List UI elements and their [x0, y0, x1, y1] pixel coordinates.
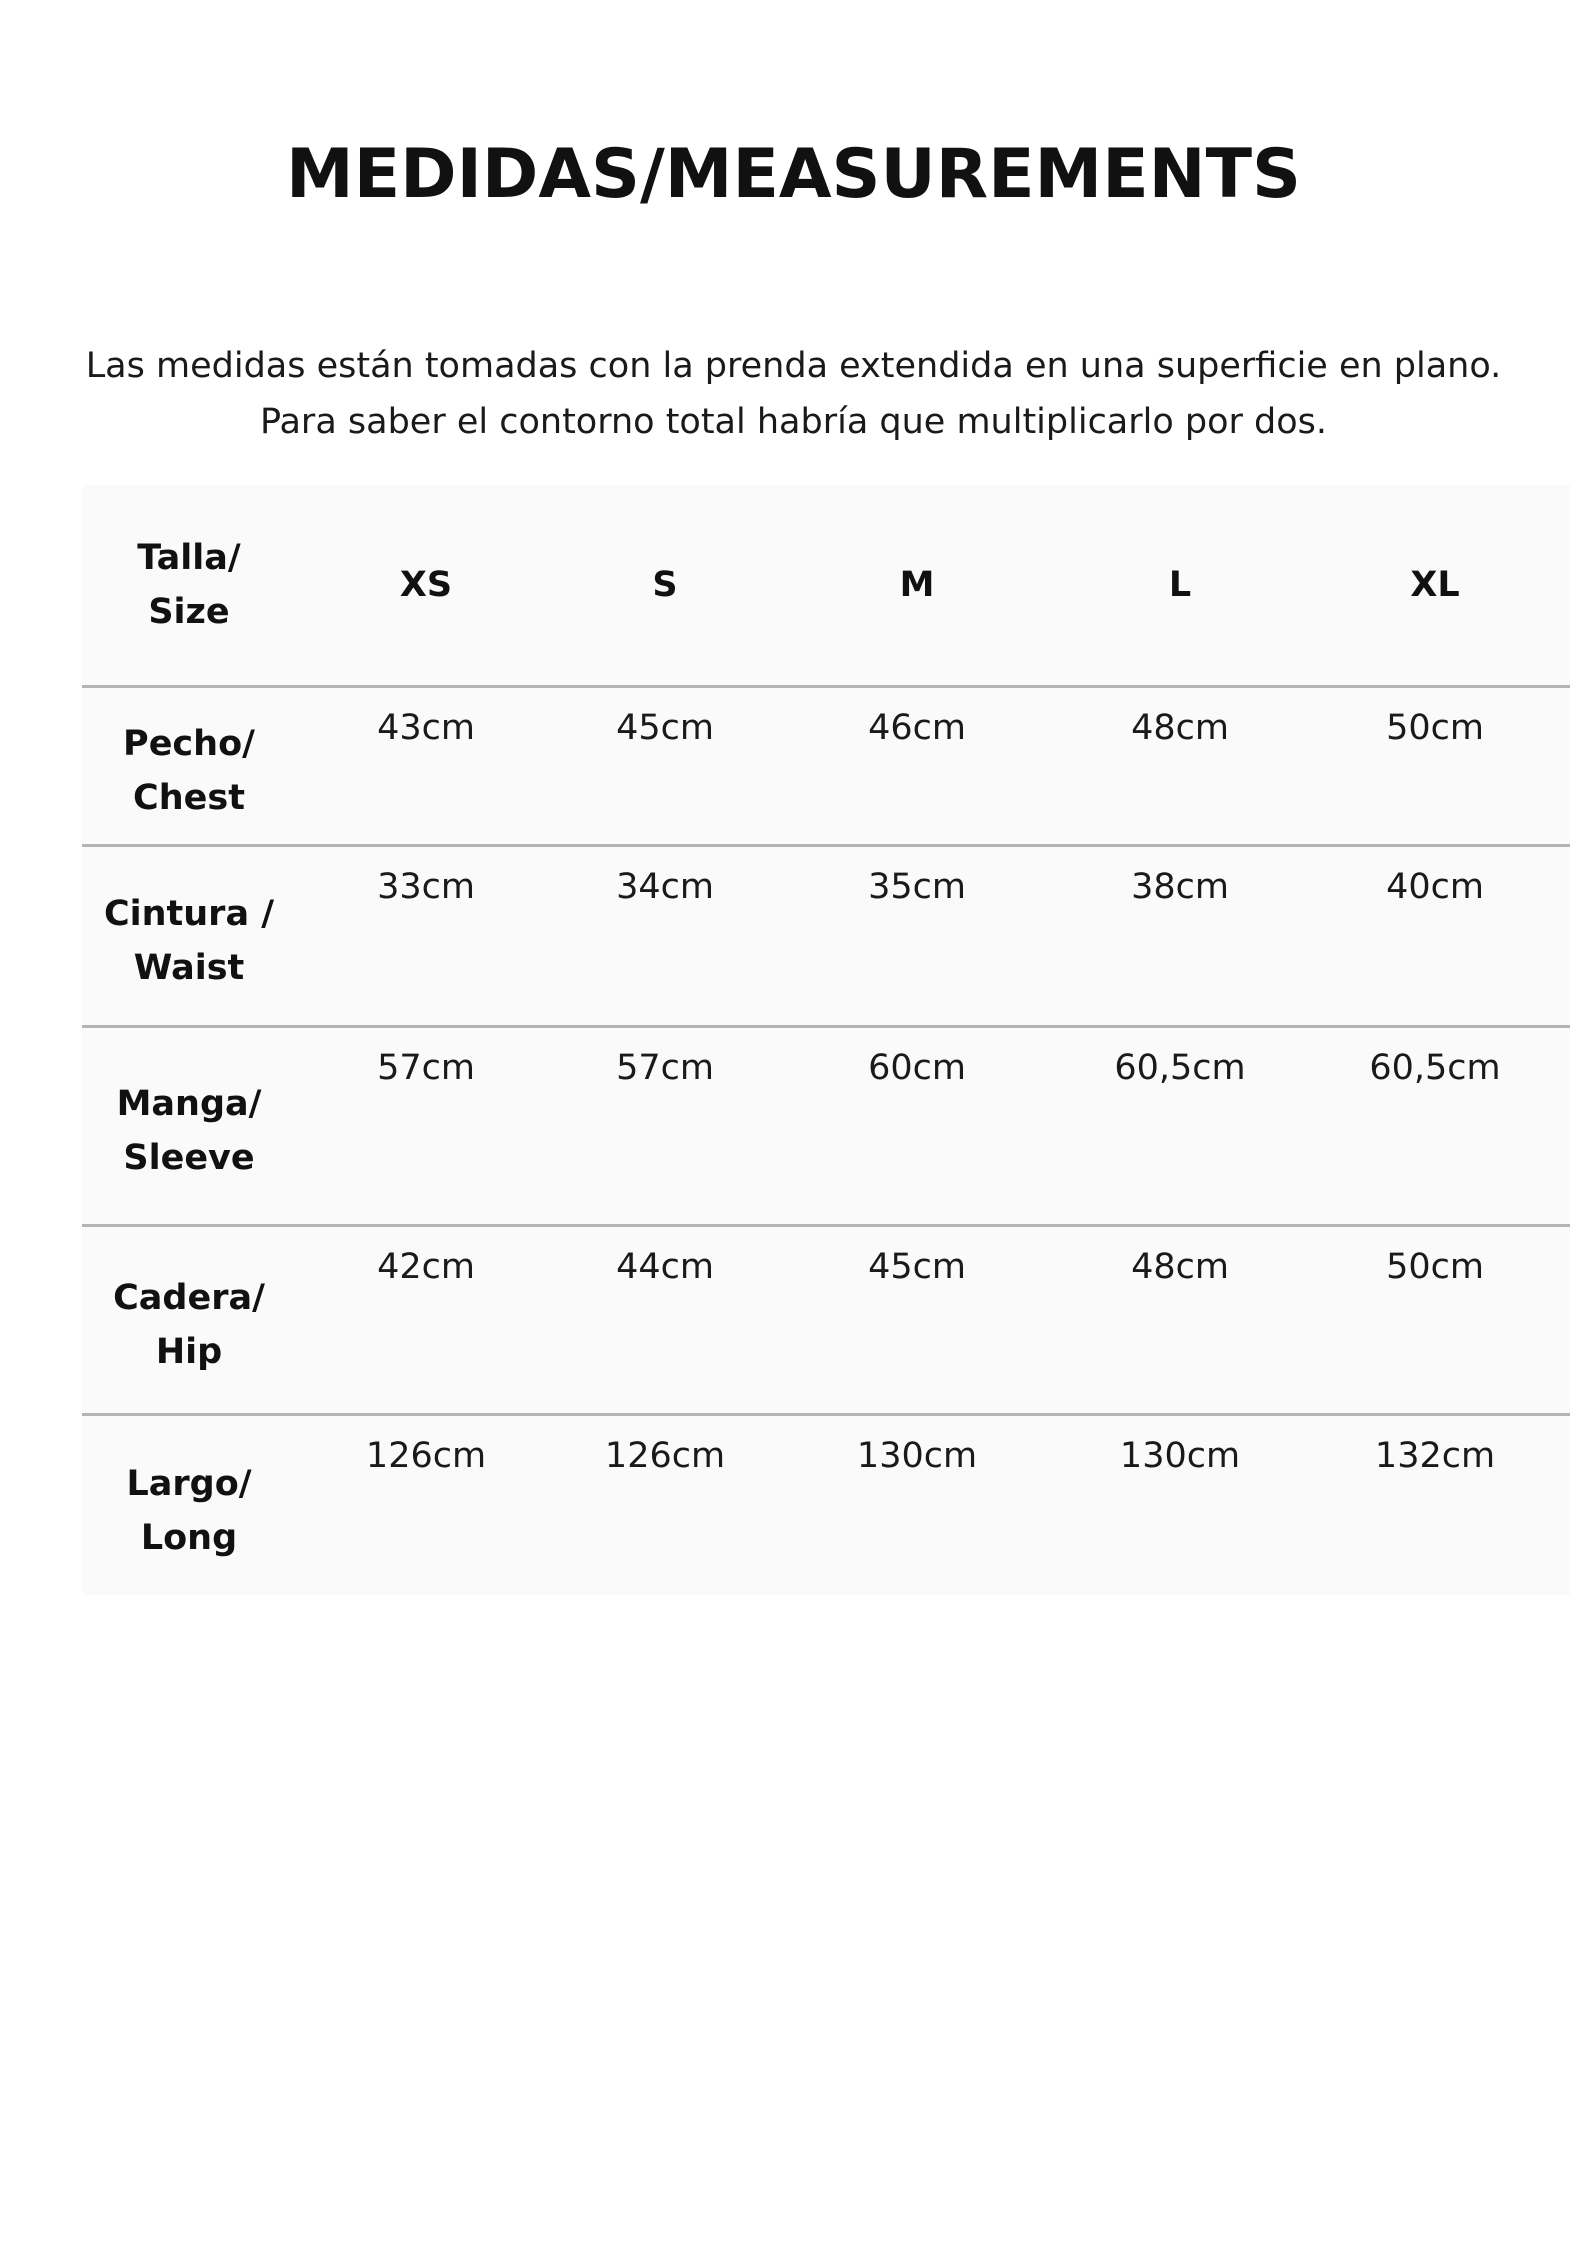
- table-cell: 57cm: [616, 1048, 714, 1088]
- table-cell: 42cm: [377, 1247, 475, 1287]
- table-cell: 50cm: [1386, 708, 1484, 748]
- table-cell: 60cm: [868, 1048, 966, 1088]
- table-cell: 60,5cm: [1114, 1048, 1246, 1088]
- page-title: MEDIDAS/MEASUREMENTS: [286, 135, 1301, 214]
- table-cell: 40cm: [1386, 867, 1484, 907]
- row-label-line-2: Waist: [133, 948, 245, 988]
- row-label-line-1: Cadera/: [113, 1278, 265, 1318]
- table-cell: 48cm: [1131, 1247, 1229, 1287]
- size-header-m: M: [899, 565, 935, 605]
- row-label-hip: [82, 1226, 296, 1415]
- table-cell: 38cm: [1131, 867, 1229, 907]
- size-header-xs: XS: [399, 565, 453, 605]
- size-header-s: S: [652, 565, 678, 605]
- table-cell: 126cm: [365, 1436, 487, 1476]
- table-row-waist: [82, 846, 1570, 1027]
- row-label-long: [82, 1415, 296, 1597]
- table-cell: 130cm: [1119, 1436, 1241, 1476]
- intro-line-2: Para saber el contorno total habría que multiplicarlo por dos.: [259, 402, 1328, 442]
- table-row-long: [82, 1415, 1570, 1597]
- row-label-waist: [82, 846, 296, 1027]
- table-cell: 45cm: [868, 1247, 966, 1287]
- table-cell: 45cm: [616, 708, 714, 748]
- intro-text: [0, 338, 1587, 450]
- table-cell: 60,5cm: [1369, 1048, 1501, 1088]
- intro-line-1: Las medidas están tomadas con la prenda extendida en una superficie en plano.: [85, 346, 1502, 386]
- row-label-line-1: Largo/: [126, 1464, 252, 1505]
- table-cell: 34cm: [616, 867, 714, 907]
- row-label-line-1: Cintura /: [103, 894, 275, 934]
- header-label-line-1: Talla/: [137, 538, 241, 578]
- size-chart: [82, 485, 1570, 1595]
- table-cell: 57cm: [377, 1048, 475, 1088]
- row-label-line-1: Pecho/: [123, 724, 255, 764]
- table-cell: 46cm: [868, 708, 966, 748]
- row-label-line-2: Sleeve: [123, 1138, 255, 1178]
- table-cell: 35cm: [868, 867, 966, 907]
- size-header-l: L: [1168, 565, 1192, 605]
- table-cell: 50cm: [1386, 1247, 1484, 1287]
- row-label-line-1: Manga/: [116, 1084, 262, 1124]
- header-label-line-2: Size: [148, 592, 230, 632]
- table-cell: 48cm: [1131, 708, 1229, 748]
- size-header-xl: XL: [1410, 565, 1460, 605]
- size-table: [82, 485, 1570, 1597]
- row-label-line-2: Chest: [133, 778, 245, 818]
- table-row-sleeve: [82, 1027, 1570, 1226]
- row-label-chest: [82, 687, 296, 846]
- table-cell: 132cm: [1374, 1436, 1496, 1476]
- table-cell: 44cm: [616, 1247, 714, 1287]
- header-row: [82, 485, 1570, 687]
- row-label-line-2: Long: [140, 1518, 238, 1559]
- row-label-line-2: Hip: [155, 1332, 223, 1372]
- table-cell: 33cm: [377, 867, 475, 907]
- table-cell: 43cm: [377, 708, 475, 748]
- header-label: [82, 485, 296, 687]
- table-row-chest: [82, 687, 1570, 846]
- table-cell: 126cm: [604, 1436, 726, 1476]
- table-cell: 130cm: [856, 1436, 978, 1476]
- row-label-sleeve: [82, 1027, 296, 1226]
- table-row-hip: [82, 1226, 1570, 1415]
